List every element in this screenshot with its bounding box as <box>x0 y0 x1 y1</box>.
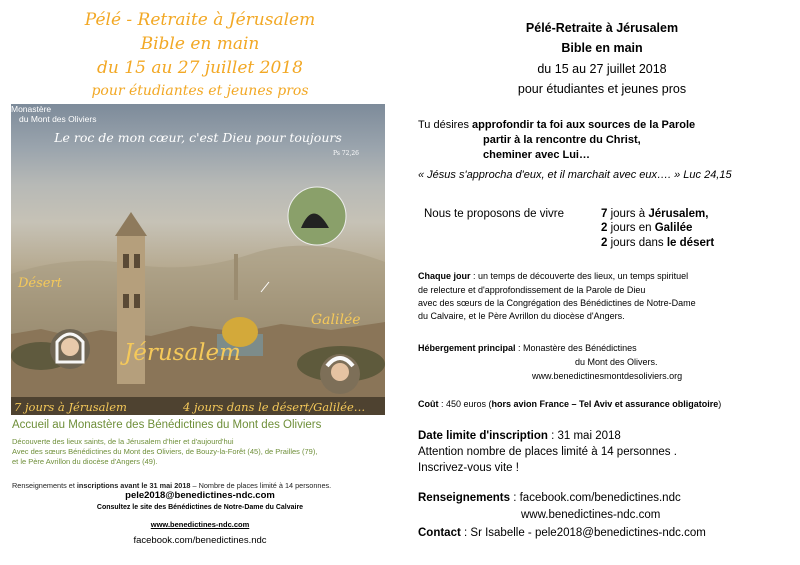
heberg-label: Hébergement principal <box>418 343 516 353</box>
photo-label-galilee: Galilée <box>311 312 361 328</box>
rens-deadline: inscriptions avant le 31 mai 2018 <box>76 481 191 490</box>
intro-line1 <box>418 119 695 131</box>
intro-prefix: Tu désires <box>418 119 473 131</box>
photo-monastere-line2: du Mont des Oliviers <box>19 114 97 124</box>
program-line1 <box>601 208 708 220</box>
heberg-line2: du Mont des Olivers. <box>575 357 658 367</box>
chaque-label: Chaque jour <box>418 271 471 281</box>
facebook-link[interactable]: facebook.com/benedictines.ndc <box>133 535 267 546</box>
inscrivez-line: Inscrivez-vous vite ! <box>418 462 519 474</box>
description <box>12 437 317 467</box>
places-line: Attention nombre de places limité à 14 personnes . <box>418 446 677 458</box>
verse-text: « Jésus s'approcha d'eux, et il marchait avec eux…. » Luc 24,15 <box>418 169 732 181</box>
contact-value[interactable]: : Sr Isabelle - pele2018@benedictines-ndc.com <box>460 527 706 539</box>
cout-value: : 450 euros ( <box>438 399 492 409</box>
jerusalem-skyline-illustration <box>11 104 385 415</box>
accueil-line: Accueil au Monastère des Bénédictines du Mont des Oliviers <box>12 419 322 431</box>
verse <box>418 169 732 181</box>
right-title-line2: Bible en main <box>561 41 643 55</box>
p3-bold: le désert <box>666 237 715 249</box>
rens-suffix: – Nombre de places limité à 14 personnes. <box>190 481 332 490</box>
photo-label-desert: Désert <box>18 276 62 291</box>
desc-line2: Avec des sœurs Bénédictines du Mont des Oliviers, de Bouzy-la-Forêt (45), de Prailles (79), <box>12 447 318 456</box>
heberg-website[interactable]: www.benedictinesmontdesoliviers.org <box>532 371 683 381</box>
jerusalem-photo <box>11 104 385 415</box>
program-line3 <box>601 237 714 249</box>
website-link[interactable]: www.benedictines-ndc.com <box>150 520 250 529</box>
photo-quote-ref: Ps 72,26 <box>332 150 359 157</box>
p2-bold: Galilée <box>654 222 693 234</box>
intro-bold1: approfondir ta foi aux sources de la Parole <box>472 119 696 131</box>
date-label: Date limite d'inscription <box>418 430 548 442</box>
rens-prefix: Renseignements et <box>12 481 77 490</box>
intro-line3 <box>483 149 590 161</box>
flyer-title-line3: du 15 au 27 juillet 2018 <box>97 58 303 78</box>
flyer-title-line4: pour étudiantes et jeunes pros <box>91 83 309 99</box>
renseignements-line <box>12 481 331 490</box>
cout-bold: hors avion France – Tel Aviv et assurance obligatoire <box>491 399 719 409</box>
p1-num: 7 <box>601 208 608 220</box>
chaque-text1: : un temps de découverte des lieux, un temps spirituel <box>470 271 689 281</box>
rens-label: Renseignements <box>418 492 511 504</box>
p3-num: 2 <box>601 237 608 249</box>
chaque-line3: avec des sœurs de la Congrégation des Bénédictines de Notre-Dame <box>418 298 696 308</box>
rens-website[interactable]: www.benedictines-ndc.com <box>521 509 661 521</box>
flyer-title-line1: Pélé - Retraite à Jérusalem <box>84 10 316 30</box>
right-title-line1: Pélé-Retraite à Jérusalem <box>525 21 679 35</box>
cout-end: ) <box>718 399 722 409</box>
site-text: Consultez le site des Bénédictines de Notre-Dame du Calvaire <box>96 504 304 511</box>
contact-label: Contact <box>418 527 461 539</box>
photo-bottom-left: 7 jours à Jérusalem <box>14 400 127 414</box>
intro-bold3: cheminer avec Lui… <box>483 149 590 161</box>
intro-bold2: partir à la rencontre du Christ, <box>483 134 641 146</box>
cout-label: Coût <box>418 399 439 409</box>
chaque-line2: de relecture et d'approfondissement de la Parole de Dieu <box>418 285 646 295</box>
rens-facebook[interactable]: : facebook.com/benedictines.ndc <box>510 492 681 504</box>
heberg-line1 <box>418 343 637 353</box>
intro-line2 <box>483 134 641 146</box>
p1-text: jours à <box>607 208 649 220</box>
heberg-text1: : Monastère des Bénédictines <box>515 343 637 353</box>
photo-bottom-right: 4 jours dans le désert/Galilée… <box>183 400 366 414</box>
propose-text: Nous te proposons de vivre <box>424 208 564 220</box>
rens-line <box>418 492 681 504</box>
date-value: : 31 mai 2018 <box>547 430 621 442</box>
p3-text: jours dans <box>607 237 667 249</box>
right-title-line3: du 15 au 27 juillet 2018 <box>537 62 667 76</box>
right-title-line4: pour étudiantes et jeunes pros <box>517 82 687 96</box>
p2-num: 2 <box>601 222 608 234</box>
p2-text: jours en <box>607 222 655 234</box>
desc-line3: et le Père Avrillon du diocèse d'Angers (49). <box>12 457 158 466</box>
photo-label-jerusalem: Jérusalem <box>124 340 241 366</box>
desc-line1: Découverte des lieux saints, de la Jérusalem d'hier et d'aujourd'hui <box>12 437 234 446</box>
contact-line <box>418 527 706 539</box>
date-line <box>418 430 621 442</box>
p1-bold: Jérusalem, <box>648 208 709 220</box>
flyer-title-line2: Bible en main <box>140 34 260 54</box>
photo-quote: Le roc de mon cœur, c'est Dieu pour toujours <box>54 130 342 145</box>
chaque-line1 <box>418 271 688 281</box>
cout-line <box>418 399 721 409</box>
photo-monastere-line1: Monastère <box>11 104 52 114</box>
chaque-line4: du Calvaire, et le Père Avrillon du diocèse d'Angers. <box>418 311 625 321</box>
email-link[interactable]: pele2018@benedictines-ndc.com <box>125 490 275 501</box>
program-line2 <box>601 222 692 234</box>
